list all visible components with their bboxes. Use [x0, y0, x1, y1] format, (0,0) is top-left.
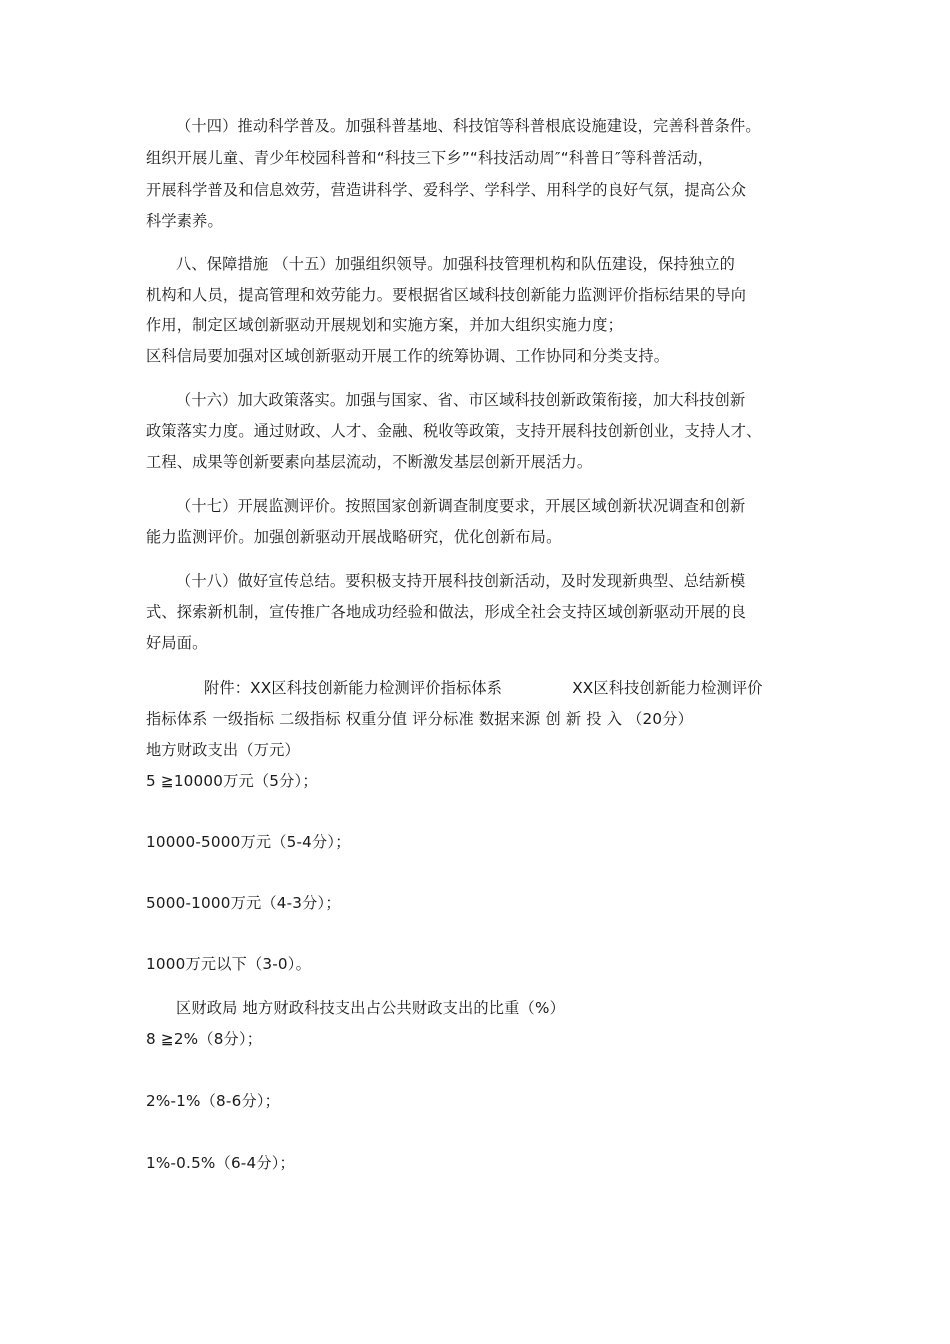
p15-line-1: 八、保障措施 （十五）加强组织领导。加强科技管理机构和队伍建设，保持独立的: [176, 255, 735, 273]
p18-line-3: 好局面。: [146, 634, 208, 652]
score-rule-2: 10000-5000万元（5-4分）；: [146, 833, 351, 851]
score-rule-1: 5 ≧10000万元（5分）；: [146, 772, 318, 790]
p17-line-2: 能力监测评价。加强创新驱动开展战略研究，优化创新布局。: [146, 528, 562, 546]
p16-line-1: （十六）加大政策落实。加强与国家、省、市区域科技创新政策衔接，加大科技创新: [176, 391, 746, 409]
p15-line-2: 机构和人员，提高管理和效劳能力。要根据省区域科技创新能力监测评价指标结果的导向: [146, 286, 747, 304]
p18-line-2: 式、探索新机制，宣传推广各地成功经验和做法，形成全社会支持区域创新驱动开展的良: [146, 603, 747, 621]
p15-line-3: 作用，制定区域创新驱动开展规划和实施方案，并加大组织实施力度；: [146, 316, 624, 334]
p15-line-4: 区科信局要加强对区域创新驱动开展工作的统筹协调、工作协同和分类支持。: [146, 347, 670, 365]
score-rule-6: 2%-1%（8-6分）；: [146, 1092, 281, 1110]
appendix-title-left: 附件：XX区科技创新能力检测评价指标体系: [204, 679, 503, 697]
p14-line-3: 开展科学普及和信息效劳，营造讲科学、爱科学、学科学、用科学的良好气氛，提高公众: [146, 181, 747, 199]
p18-line-1: （十八）做好宣传总结。要积极支持开展科技创新活动，及时发现新典型、总结新模: [176, 572, 746, 590]
p14-line-1: （十四）推动科学普及。加强科普基地、科技馆等科普根底设施建设，完善科普条件。: [176, 117, 761, 135]
p16-line-2: 政策落实力度。通过财政、人才、金融、税收等政策，支持开展科技创新创业，支持人才、: [146, 422, 762, 440]
score-rule-5: 8 ≧2%（8分）；: [146, 1030, 263, 1048]
appendix-indicator-2: 区财政局 地方财政科技支出占公共财政支出的比重（%）: [176, 999, 565, 1017]
score-rule-4: 1000万元以下（3-0）。: [146, 955, 311, 973]
p17-line-1: （十七）开展监测评价。按照国家创新调查制度要求，开展区域创新状况调查和创新: [176, 497, 746, 515]
p14-line-2: 组织开展儿童、青少年校园科普和“科技三下乡”“科技活动周″“科普日″等科普活动，: [146, 149, 714, 167]
score-rule-7: 1%-0.5%（6-4分）；: [146, 1154, 295, 1172]
appendix-header-row: 指标体系 一级指标 二级指标 权重分值 评分标准 数据来源 创 新 投 入 （20分）: [146, 710, 694, 728]
appendix-indicator-1: 地方财政支出（万元）: [146, 741, 300, 759]
appendix-title-line: [204, 678, 763, 698]
p14-line-4: 科学素养。: [146, 212, 223, 230]
p16-line-3: 工程、成果等创新要素向基层流动，不断激发基层创新开展活力。: [146, 453, 593, 471]
score-rule-3: 5000-1000万元（4-3分）；: [146, 894, 341, 912]
appendix-title-right: XX区科技创新能力检测评价: [572, 679, 763, 697]
